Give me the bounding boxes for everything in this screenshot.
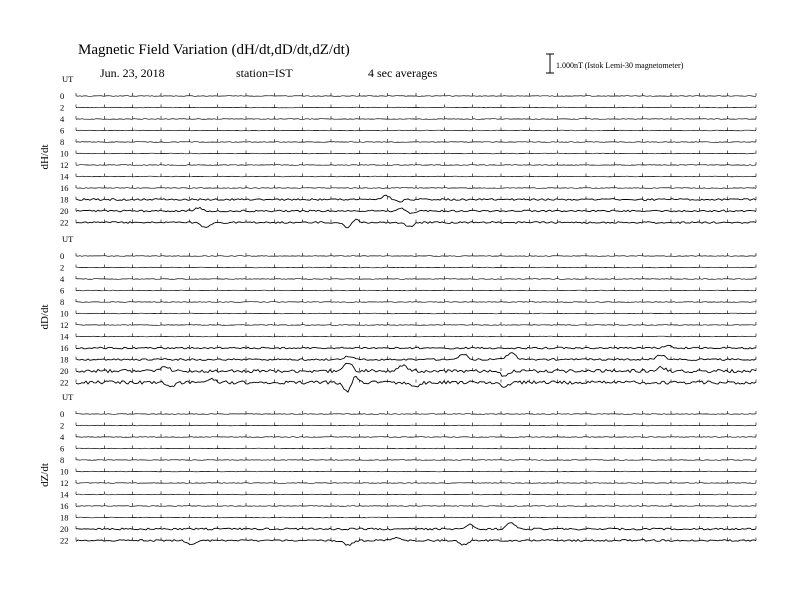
hour-tick-label: 4 <box>60 274 65 284</box>
hour-tick-label: 6 <box>60 125 65 136</box>
y-axis-label: dZ/dt <box>39 463 51 487</box>
hour-tick-label: 16 <box>60 501 69 511</box>
hour-tick-label: 0 <box>60 251 65 261</box>
chart-title: Magnetic Field Variation (dH/dt,dD/dt,dZ/dt) <box>78 42 350 58</box>
hour-tick-label: 6 <box>60 443 65 454</box>
hour-tick-label: 12 <box>60 320 69 330</box>
hour-tick-marks <box>76 311 756 314</box>
hour-tick-label: 0 <box>60 409 65 419</box>
hour-tick-label: 16 <box>60 183 69 193</box>
hour-tick-label: 6 <box>60 285 65 296</box>
hour-tick-label: 14 <box>60 331 69 342</box>
hour-tick-marks <box>76 105 756 108</box>
y-axis-label: dH/dt <box>39 144 51 170</box>
hour-tick-marks <box>76 151 756 154</box>
hour-tick-label: 18 <box>60 194 69 205</box>
station-label: station=IST <box>236 66 293 80</box>
hour-tick-marks <box>76 93 756 96</box>
hour-tick-label: 20 <box>60 206 69 216</box>
hour-tick-label: 12 <box>60 478 69 488</box>
hour-tick-label: 4 <box>60 114 65 124</box>
hour-tick-label: 12 <box>60 160 69 170</box>
trace-line <box>76 376 756 392</box>
ut-axis-label: UT <box>62 392 74 402</box>
hour-tick-label: 8 <box>60 455 65 465</box>
averaging-label: 4 sec averages <box>368 66 438 80</box>
y-axis-label: dD/dt <box>39 304 51 330</box>
hour-tick-label: 2 <box>60 420 65 431</box>
panels-group <box>39 74 756 546</box>
hour-tick-label: 20 <box>60 366 69 376</box>
hour-tick-marks <box>76 288 756 291</box>
hour-tick-marks <box>76 322 756 325</box>
hour-tick-label: 10 <box>60 308 69 319</box>
hour-tick-label: 2 <box>60 102 65 113</box>
hour-tick-label: 22 <box>60 217 69 228</box>
hour-tick-marks <box>76 197 756 200</box>
hour-tick-marks <box>76 139 756 142</box>
scale-bar <box>546 54 554 73</box>
hour-tick-label: 18 <box>60 354 69 365</box>
date-label: Jun. 23, 2018 <box>100 66 165 80</box>
ut-axis-label: UT <box>62 234 74 244</box>
hour-tick-label: 22 <box>60 535 69 546</box>
hour-tick-label: 18 <box>60 512 69 523</box>
panel-dD-dt <box>39 234 756 392</box>
panel-dZ-dt <box>39 392 756 546</box>
panel-dH-dt <box>39 74 756 228</box>
hour-tick-label: 22 <box>60 377 69 388</box>
scale-bar-label: 1.000nT (Istok Lemi-30 magnetometer) <box>556 61 684 70</box>
hour-tick-label: 2 <box>60 262 65 273</box>
hour-tick-label: 16 <box>60 343 69 353</box>
ut-axis-label: UT <box>62 74 74 84</box>
hour-tick-label: 14 <box>60 489 69 500</box>
hour-tick-label: 0 <box>60 91 65 101</box>
hour-tick-label: 10 <box>60 466 69 477</box>
hour-tick-label: 8 <box>60 297 65 307</box>
hour-tick-label: 20 <box>60 524 69 534</box>
hour-tick-label: 10 <box>60 148 69 159</box>
hour-tick-marks <box>76 434 756 437</box>
hour-tick-label: 4 <box>60 432 65 442</box>
hour-tick-label: 14 <box>60 171 69 182</box>
hour-tick-label: 8 <box>60 137 65 147</box>
